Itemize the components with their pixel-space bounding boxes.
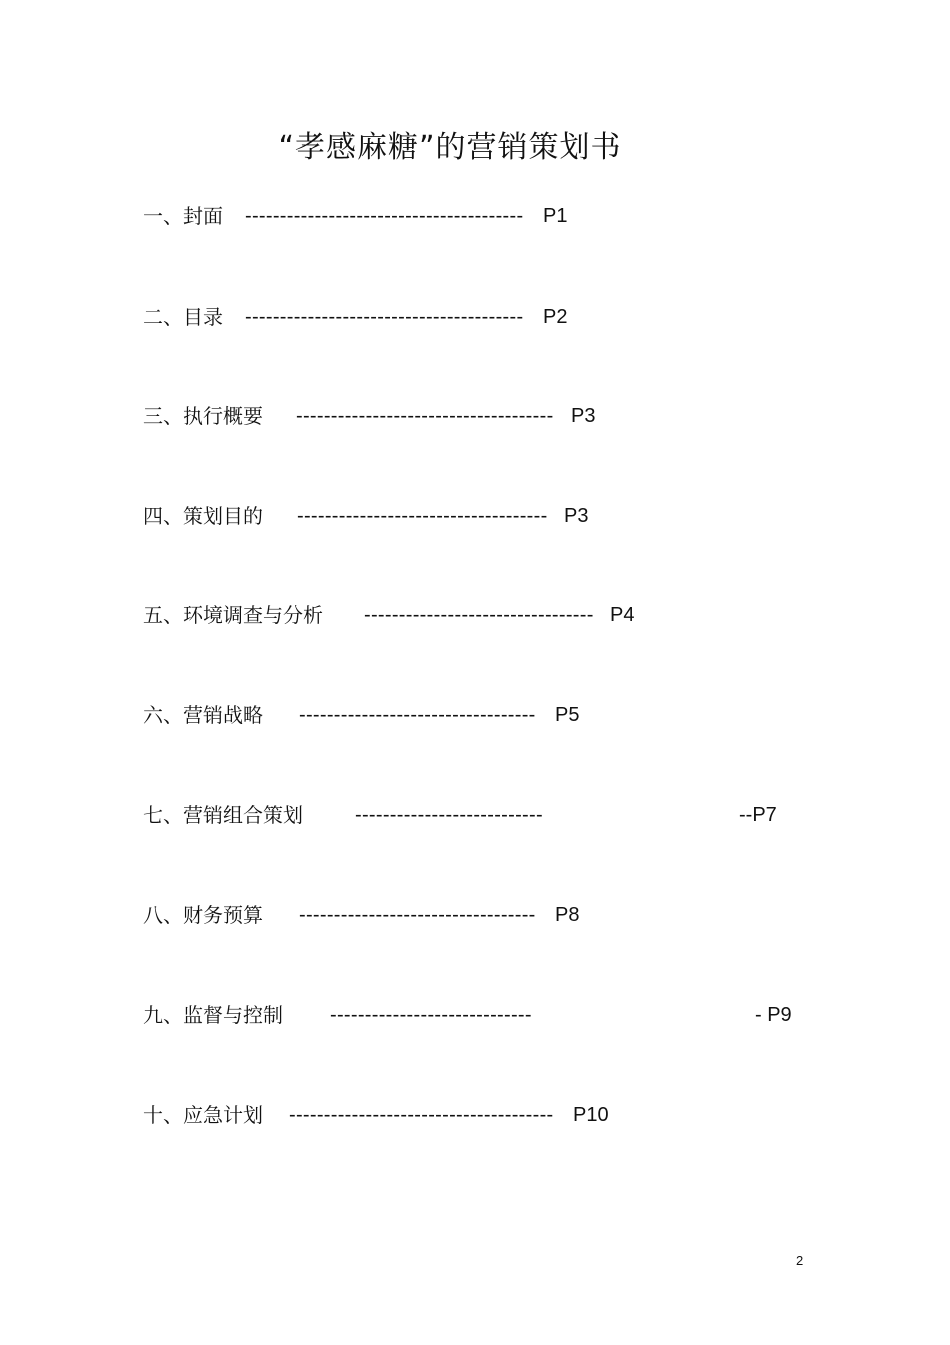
toc-leader: -------------------------------------- [289,1104,554,1126]
toc-page-ref: P8 [555,904,580,926]
toc-label: 六、营销战略 [143,703,263,727]
toc-label: 二、目录 [143,305,223,329]
toc-page-ref: P3 [571,405,596,427]
toc-label: 一、封面 [143,204,223,228]
toc-leader: ---------------------------------------- [245,205,524,227]
toc-leader: ------------------------------------- [296,405,554,427]
toc-leader: ----------------------------- [330,1004,532,1026]
toc-leader: --------------------------- [355,804,543,826]
toc-label: 七、营销组合策划 [143,803,303,827]
toc-label: 四、策划目的 [143,504,263,528]
toc-leader: ---------------------------------------- [245,306,524,328]
toc-page-ref: P10 [573,1104,609,1126]
toc-leader: ------------------------------------ [297,505,548,527]
toc-page-ref: P5 [555,704,580,726]
toc-page-ref: --P7 [739,804,777,826]
toc-label: 八、财务预算 [143,903,263,927]
toc-page-ref: P2 [543,306,568,328]
toc-page-ref: P1 [543,205,568,227]
toc-page-ref: P3 [564,505,589,527]
toc-page-ref: - P9 [755,1004,792,1026]
toc-leader: ---------------------------------- [299,704,536,726]
toc-label: 十、应急计划 [143,1103,263,1127]
toc-leader: --------------------------------- [364,604,594,626]
page-number: 2 [796,1253,804,1268]
toc-page-ref: P4 [610,604,635,626]
toc-label: 五、环境调查与分析 [143,603,323,627]
toc-label: 三、执行概要 [143,404,263,428]
document-title: “孝感麻糖”的营销策划书 [278,130,622,165]
toc-leader: ---------------------------------- [299,904,536,926]
toc-label: 九、监督与控制 [143,1003,283,1027]
